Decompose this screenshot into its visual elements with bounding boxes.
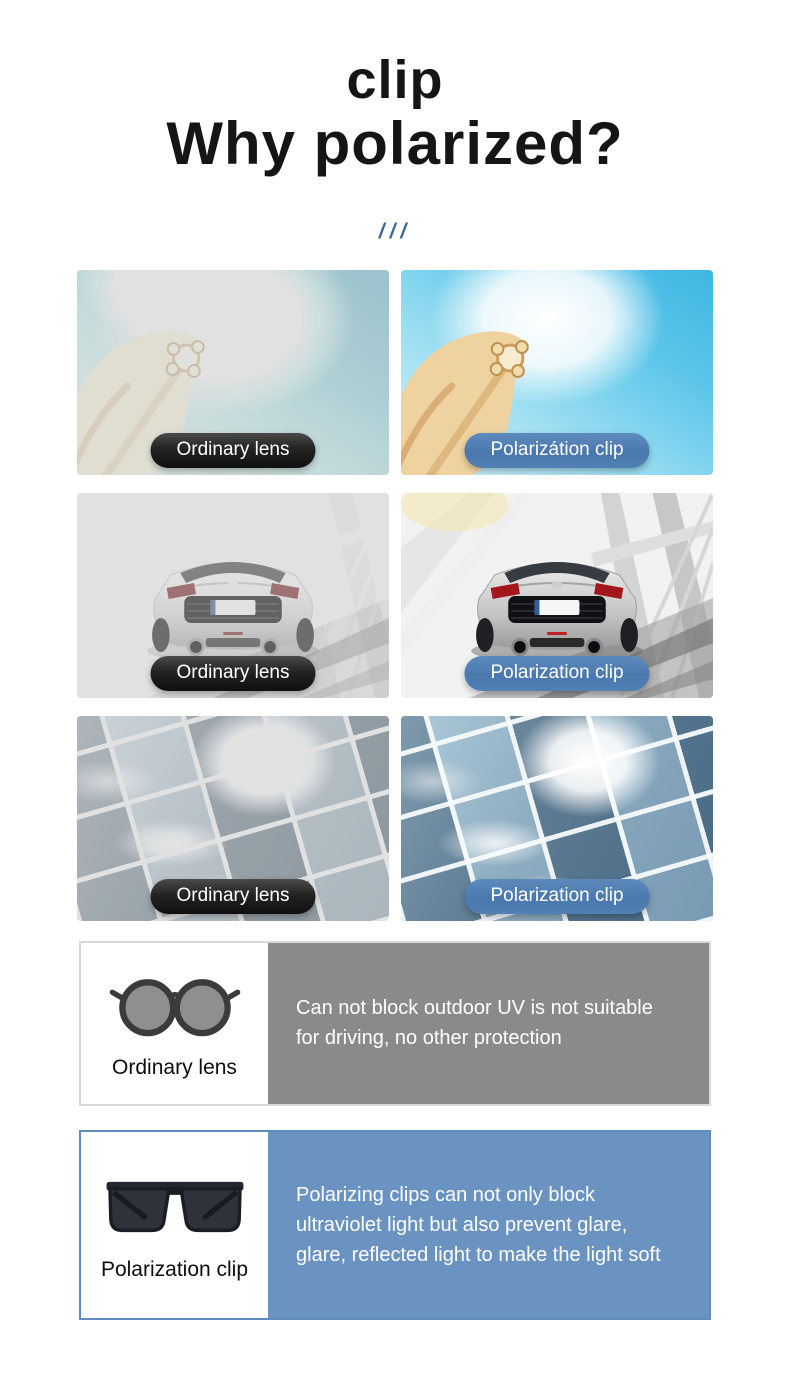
info-card-description: Polarizing clips can not only block ultraviolet light but also prevent glare, glare, reflected light to make the light soft	[268, 1132, 709, 1318]
info-card-ordinary	[79, 941, 711, 1106]
polarization-clip-pill: Polarization clip	[464, 656, 649, 691]
title-line-1: clip	[346, 50, 444, 110]
comparison-grid	[77, 270, 713, 921]
polarization-clip-pill: Polarizátion clip	[464, 433, 649, 468]
ordinary-lens-pill: Ordinary lens	[151, 656, 316, 691]
info-card-description: Can not block outdoor UV is not suitable for driving, no other protection	[268, 943, 709, 1104]
info-card-polarization	[79, 1130, 711, 1320]
polarization-clip-pill: Polarization clip	[464, 879, 649, 914]
photo-sky-ordinary	[77, 270, 389, 475]
info-card-icon-panel	[81, 943, 268, 1104]
ordinary-lens-pill: Ordinary lens	[151, 879, 316, 914]
square-sunglasses-icon	[100, 1168, 250, 1246]
ordinary-lens-pill: Ordinary lens	[151, 433, 316, 468]
photo-car-ordinary	[77, 493, 389, 698]
page-title	[0, 0, 790, 178]
photo-building-ordinary	[77, 716, 389, 921]
photo-sky-polarized	[401, 270, 713, 475]
info-card-label: Ordinary lens	[112, 1056, 237, 1080]
info-card-icon-panel	[81, 1132, 268, 1318]
photo-building-polarized	[401, 716, 713, 921]
photo-car-polarized	[401, 493, 713, 698]
slash-divider: ///	[378, 219, 412, 243]
round-sunglasses-icon	[105, 966, 245, 1044]
info-card-label: Polarization clip	[100, 1257, 249, 1281]
title-line-2: Why polarized?	[166, 109, 624, 177]
